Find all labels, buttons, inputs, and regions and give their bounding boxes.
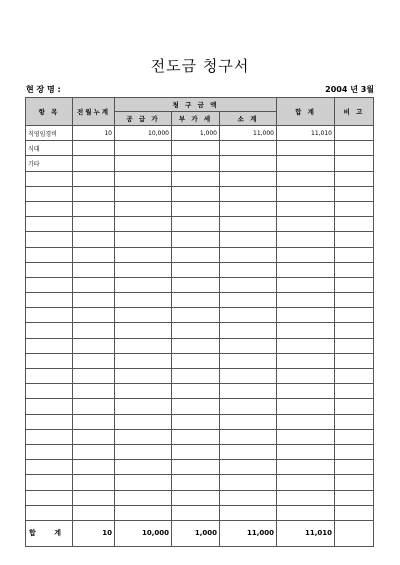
empty-cell — [172, 429, 220, 444]
table-row — [26, 156, 374, 171]
empty-cell — [335, 460, 374, 475]
total-vat: 1,000 — [172, 520, 220, 546]
empty-cell — [220, 323, 277, 338]
row-note — [335, 126, 374, 141]
empty-cell — [172, 490, 220, 505]
empty-cell — [335, 232, 374, 247]
empty-cell — [115, 217, 172, 232]
header-item: 항 목 — [26, 98, 73, 126]
empty-cell — [26, 384, 73, 399]
total-sum: 11,010 — [277, 520, 335, 546]
empty-cell — [277, 171, 335, 186]
empty-row — [26, 490, 374, 505]
empty-cell — [220, 308, 277, 323]
empty-cell — [220, 262, 277, 277]
empty-cell — [172, 399, 220, 414]
empty-cell — [220, 277, 277, 292]
empty-cell — [73, 490, 115, 505]
empty-cell — [335, 444, 374, 459]
empty-row — [26, 444, 374, 459]
empty-cell — [115, 277, 172, 292]
row-note — [335, 141, 374, 156]
empty-cell — [115, 201, 172, 216]
empty-cell — [115, 308, 172, 323]
table-row — [26, 126, 374, 141]
empty-cell — [220, 505, 277, 520]
empty-cell — [73, 353, 115, 368]
empty-cell — [220, 444, 277, 459]
empty-row — [26, 475, 374, 490]
row-subtotal — [220, 141, 277, 156]
empty-cell — [277, 201, 335, 216]
empty-cell — [277, 490, 335, 505]
header-prev-total: 전월누계 — [73, 98, 115, 126]
empty-row — [26, 369, 374, 384]
empty-cell — [220, 399, 277, 414]
empty-cell — [73, 293, 115, 308]
empty-cell — [115, 384, 172, 399]
empty-cell — [26, 414, 73, 429]
empty-cell — [277, 353, 335, 368]
empty-cell — [115, 444, 172, 459]
header-claim-amount: 청 구 금 액 — [115, 98, 277, 112]
empty-cell — [115, 353, 172, 368]
empty-cell — [277, 308, 335, 323]
empty-cell — [26, 201, 73, 216]
empty-row — [26, 399, 374, 414]
empty-cell — [172, 369, 220, 384]
empty-cell — [220, 353, 277, 368]
date-label: 2004 년 3월 — [325, 85, 374, 94]
row-vat — [172, 141, 220, 156]
empty-cell — [335, 277, 374, 292]
header-vat: 부 가 세 — [172, 112, 220, 126]
empty-cell — [277, 429, 335, 444]
empty-row — [26, 201, 374, 216]
empty-cell — [220, 429, 277, 444]
empty-cell — [335, 308, 374, 323]
empty-cell — [335, 369, 374, 384]
empty-row — [26, 384, 374, 399]
empty-cell — [277, 414, 335, 429]
empty-cell — [26, 338, 73, 353]
empty-cell — [335, 217, 374, 232]
empty-cell — [73, 475, 115, 490]
empty-row — [26, 186, 374, 201]
empty-cell — [335, 399, 374, 414]
row-sum: 11,010 — [277, 126, 335, 141]
empty-cell — [172, 353, 220, 368]
empty-cell — [172, 323, 220, 338]
empty-cell — [335, 429, 374, 444]
claim-table — [25, 97, 374, 547]
empty-cell — [277, 186, 335, 201]
empty-row — [26, 262, 374, 277]
empty-cell — [115, 475, 172, 490]
empty-cell — [172, 505, 220, 520]
empty-cell — [26, 293, 73, 308]
empty-cell — [26, 308, 73, 323]
document-title: 전도금 청구서 — [150, 57, 250, 75]
empty-cell — [26, 232, 73, 247]
empty-cell — [73, 262, 115, 277]
empty-cell — [220, 338, 277, 353]
empty-row — [26, 429, 374, 444]
empty-cell — [277, 262, 335, 277]
row-vat: 1,000 — [172, 126, 220, 141]
empty-cell — [335, 186, 374, 201]
empty-cell — [220, 490, 277, 505]
empty-cell — [73, 429, 115, 444]
empty-cell — [335, 247, 374, 262]
empty-cell — [220, 384, 277, 399]
row-sum — [277, 156, 335, 171]
empty-row — [26, 353, 374, 368]
empty-cell — [26, 353, 73, 368]
empty-cell — [277, 505, 335, 520]
empty-cell — [335, 338, 374, 353]
empty-cell — [335, 475, 374, 490]
empty-cell — [220, 369, 277, 384]
empty-row — [26, 338, 374, 353]
empty-cell — [335, 323, 374, 338]
site-name-label: 현 장 명 : — [26, 85, 61, 94]
row-subtotal: 11,000 — [220, 126, 277, 141]
empty-cell — [172, 217, 220, 232]
empty-cell — [115, 460, 172, 475]
empty-cell — [73, 414, 115, 429]
empty-cell — [115, 490, 172, 505]
empty-cell — [277, 323, 335, 338]
empty-cell — [26, 247, 73, 262]
total-label: 합 계 — [26, 520, 73, 546]
empty-cell — [172, 384, 220, 399]
empty-cell — [172, 201, 220, 216]
empty-cell — [277, 247, 335, 262]
empty-cell — [26, 262, 73, 277]
empty-cell — [335, 353, 374, 368]
row-item: 기타 — [26, 156, 73, 171]
empty-cell — [26, 475, 73, 490]
empty-cell — [277, 444, 335, 459]
empty-cell — [115, 262, 172, 277]
empty-cell — [73, 171, 115, 186]
total-note — [335, 520, 374, 546]
empty-cell — [172, 460, 220, 475]
empty-cell — [172, 293, 220, 308]
empty-cell — [220, 186, 277, 201]
empty-cell — [335, 293, 374, 308]
empty-cell — [73, 323, 115, 338]
empty-cell — [172, 475, 220, 490]
empty-cell — [277, 277, 335, 292]
empty-cell — [220, 414, 277, 429]
row-vat — [172, 156, 220, 171]
total-supply: 10,000 — [115, 520, 172, 546]
empty-cell — [220, 201, 277, 216]
table-body — [26, 126, 374, 521]
empty-cell — [335, 490, 374, 505]
empty-cell — [26, 429, 73, 444]
row-item: 직영임경비 — [26, 126, 73, 141]
empty-row — [26, 232, 374, 247]
empty-row — [26, 460, 374, 475]
empty-cell — [172, 232, 220, 247]
header-note: 비 고 — [335, 98, 374, 126]
empty-row — [26, 247, 374, 262]
empty-cell — [172, 414, 220, 429]
empty-row — [26, 293, 374, 308]
empty-cell — [26, 323, 73, 338]
empty-cell — [277, 217, 335, 232]
empty-cell — [172, 277, 220, 292]
total-prev-total: 10 — [73, 520, 115, 546]
empty-cell — [220, 232, 277, 247]
empty-cell — [26, 444, 73, 459]
total-subtotal: 11,000 — [220, 520, 277, 546]
empty-cell — [115, 293, 172, 308]
empty-cell — [73, 201, 115, 216]
table-row — [26, 141, 374, 156]
row-prev-total — [73, 156, 115, 171]
empty-cell — [277, 475, 335, 490]
total-row — [26, 520, 374, 546]
row-prev-total: 10 — [73, 126, 115, 141]
empty-cell — [73, 217, 115, 232]
empty-row — [26, 323, 374, 338]
empty-cell — [335, 262, 374, 277]
empty-cell — [220, 460, 277, 475]
empty-cell — [26, 490, 73, 505]
empty-cell — [277, 399, 335, 414]
empty-cell — [115, 414, 172, 429]
empty-row — [26, 217, 374, 232]
empty-cell — [26, 217, 73, 232]
empty-cell — [115, 232, 172, 247]
empty-cell — [335, 384, 374, 399]
empty-cell — [115, 247, 172, 262]
empty-cell — [220, 171, 277, 186]
empty-cell — [335, 414, 374, 429]
empty-cell — [73, 505, 115, 520]
empty-cell — [73, 460, 115, 475]
empty-cell — [335, 201, 374, 216]
empty-cell — [26, 505, 73, 520]
row-sum — [277, 141, 335, 156]
empty-cell — [26, 171, 73, 186]
empty-row — [26, 414, 374, 429]
empty-cell — [115, 505, 172, 520]
empty-cell — [115, 323, 172, 338]
empty-cell — [115, 429, 172, 444]
empty-cell — [73, 444, 115, 459]
empty-cell — [172, 338, 220, 353]
empty-cell — [172, 262, 220, 277]
empty-cell — [73, 186, 115, 201]
empty-cell — [115, 171, 172, 186]
empty-cell — [115, 338, 172, 353]
empty-row — [26, 308, 374, 323]
empty-cell — [277, 293, 335, 308]
empty-cell — [220, 293, 277, 308]
empty-cell — [73, 338, 115, 353]
empty-cell — [73, 369, 115, 384]
empty-cell — [73, 308, 115, 323]
empty-cell — [220, 217, 277, 232]
row-supply — [115, 156, 172, 171]
empty-cell — [172, 247, 220, 262]
header-sum: 합 계 — [277, 98, 335, 126]
row-note — [335, 156, 374, 171]
empty-cell — [220, 475, 277, 490]
empty-cell — [26, 186, 73, 201]
empty-cell — [115, 186, 172, 201]
empty-cell — [26, 460, 73, 475]
row-supply — [115, 141, 172, 156]
empty-cell — [335, 505, 374, 520]
empty-cell — [26, 369, 73, 384]
row-subtotal — [220, 156, 277, 171]
empty-cell — [26, 277, 73, 292]
empty-cell — [277, 369, 335, 384]
empty-cell — [277, 338, 335, 353]
empty-cell — [172, 308, 220, 323]
empty-cell — [172, 171, 220, 186]
empty-cell — [172, 186, 220, 201]
empty-cell — [73, 247, 115, 262]
empty-cell — [73, 277, 115, 292]
empty-row — [26, 171, 374, 186]
header-supply: 공 급 가 — [115, 112, 172, 126]
empty-row — [26, 505, 374, 520]
empty-cell — [26, 399, 73, 414]
empty-row — [26, 277, 374, 292]
empty-cell — [335, 171, 374, 186]
row-item: 식대 — [26, 141, 73, 156]
empty-cell — [220, 247, 277, 262]
empty-cell — [73, 384, 115, 399]
empty-cell — [277, 460, 335, 475]
empty-cell — [115, 369, 172, 384]
empty-cell — [277, 232, 335, 247]
empty-cell — [277, 384, 335, 399]
row-prev-total — [73, 141, 115, 156]
empty-cell — [73, 232, 115, 247]
empty-cell — [172, 444, 220, 459]
empty-cell — [115, 399, 172, 414]
empty-cell — [73, 399, 115, 414]
header-subtotal: 소 계 — [220, 112, 277, 126]
row-supply: 10,000 — [115, 126, 172, 141]
